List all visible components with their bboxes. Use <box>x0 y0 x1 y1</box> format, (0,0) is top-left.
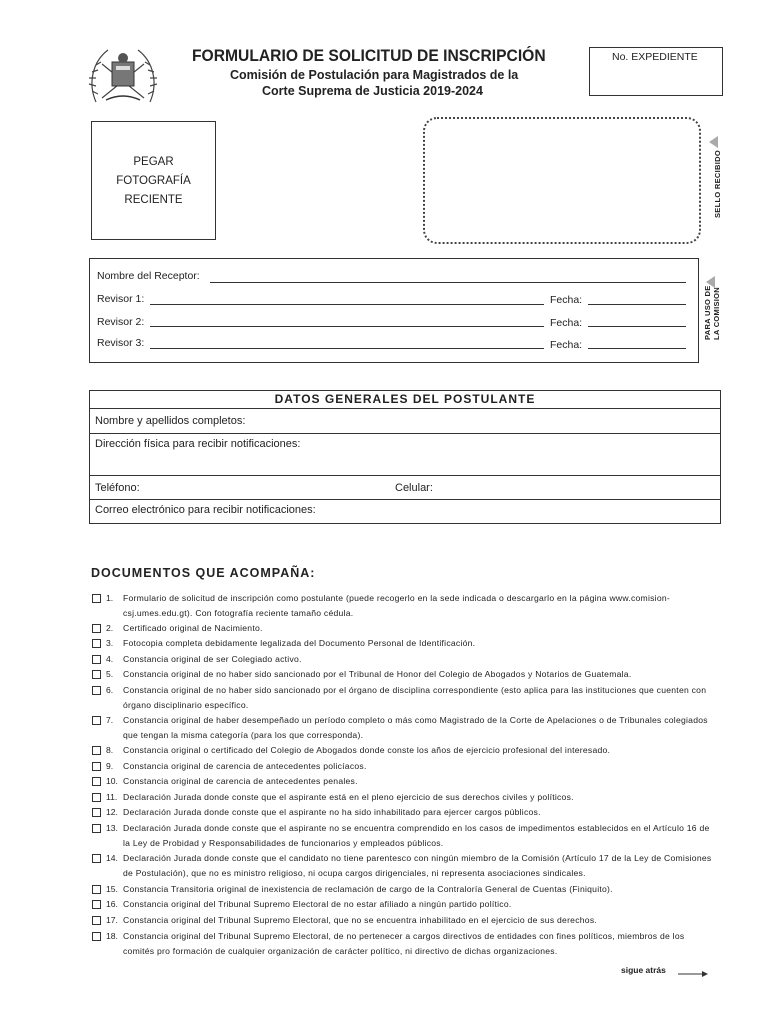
document-text: Constancia original del Tribunal Supremo Electoral de no estar afiliado a ningún partido político. <box>123 899 512 909</box>
expediente-box[interactable] <box>589 47 723 96</box>
document-number: 12. <box>106 807 118 817</box>
direccion-label: Dirección física para recibir notificaciones: <box>95 438 301 450</box>
form-title: FORMULARIO DE SOLICITUD DE INSCRIPCIÓN <box>192 46 546 65</box>
receptor-field[interactable] <box>210 282 686 283</box>
document-checkbox[interactable] <box>92 885 101 894</box>
datos-generales-box <box>89 390 721 524</box>
document-checkbox[interactable] <box>92 686 101 695</box>
document-text: Constancia Transitoria original de inexistencia de reclamación de cargo de la Contraloría General de Cuentas (Finiquito). <box>123 884 613 894</box>
document-number: 9. <box>106 761 114 771</box>
document-text: Declaración Jurada donde conste que el aspirante está en el pleno ejercicio de sus derechos civiles y políticos. <box>123 792 574 802</box>
document-text: Fotocopia completa debidamente legalizada del Documento Personal de Identificación. <box>123 638 476 648</box>
document-item <box>92 929 712 959</box>
form-subtitle-line1: Comisión de Postulación para Magistrados de la <box>230 68 519 82</box>
document-text: Constancia original de no haber sido sancionado por el órgano de disciplina correspondiente (esto aplica para las instituciones que cuenten con órgano disciplinario específico. <box>123 685 707 710</box>
document-checkbox[interactable] <box>92 793 101 802</box>
document-item <box>92 897 712 912</box>
document-item <box>92 743 712 758</box>
photo-label-line2: FOTOGRAFÍA <box>116 175 191 187</box>
photo-box[interactable] <box>91 121 216 240</box>
revisor1-label: Revisor 1: <box>97 293 145 305</box>
revisor2-label: Revisor 2: <box>97 316 145 328</box>
document-checkbox[interactable] <box>92 777 101 786</box>
coat-of-arms-logo <box>86 44 160 108</box>
document-checkbox[interactable] <box>92 932 101 941</box>
document-number: 18. <box>106 931 118 941</box>
celular-label: Celular: <box>395 482 433 494</box>
fecha3-field[interactable] <box>588 348 686 349</box>
document-text: Certificado original de Nacimiento. <box>123 623 263 633</box>
document-text: Constancia original de ser Colegiado activo. <box>123 654 302 664</box>
sigue-atras-label: sigue atrás <box>621 965 666 975</box>
document-number: 2. <box>106 623 114 633</box>
document-item <box>92 821 712 851</box>
revisor1-field[interactable] <box>150 304 544 305</box>
celular-field[interactable] <box>390 476 720 499</box>
document-checkbox[interactable] <box>92 916 101 925</box>
document-item <box>92 652 712 667</box>
document-number: 7. <box>106 715 114 725</box>
direccion-field[interactable] <box>90 434 720 475</box>
document-item <box>92 713 712 743</box>
document-number: 10. <box>106 776 118 786</box>
document-number: 4. <box>106 654 114 664</box>
document-text: Constancia original del Tribunal Supremo Electoral, de no pertenecer a cargos directivos de entidades con fines políticos, miembros de los comités pro formación de cualquier organización de carácter político, ni directivo de dichas organizaciones. <box>123 931 685 956</box>
document-text: Declaración Jurada donde conste que el candidato no tiene parentesco con ningún miembro de la Comisión (Artículo 17 de la Ley de Comisiones de Postulación), que no es ministro religioso, ni ocupa cargos dirigenciales, ni representa asociaciones sindicales. <box>123 853 712 878</box>
reception-box <box>89 258 699 363</box>
document-checkbox[interactable] <box>92 762 101 771</box>
fecha1-field[interactable] <box>588 304 686 305</box>
expediente-label: No. EXPEDIENTE <box>612 51 698 63</box>
document-checkbox[interactable] <box>92 824 101 833</box>
document-text: Constancia original de no haber sido sancionado por el Tribunal de Honor del Colegio de Abogados y Notarios de Guatemala. <box>123 669 632 679</box>
revisor3-field[interactable] <box>150 348 544 349</box>
fecha2-field[interactable] <box>588 326 686 327</box>
document-number: 3. <box>106 638 114 648</box>
fecha2-label: Fecha: <box>550 317 583 329</box>
arrow-right-icon <box>678 966 710 984</box>
document-number: 15. <box>106 884 118 894</box>
document-text: Constancia original o certificado del Colegio de Abogados donde conste los años de ejercicio profesional del interesado. <box>123 745 611 755</box>
document-number: 1. <box>106 593 114 603</box>
document-text: Constancia original de carencia de antecedentes penales. <box>123 776 358 786</box>
photo-label-line1: PEGAR <box>133 156 174 168</box>
document-item <box>92 591 712 621</box>
document-text: Constancia original de haber desempeñado un período completo o más como Magistrado de la Corte de Apelaciones o de Tribunales colegiados que tengan la misma categoría (para los que corresponda). <box>123 715 708 740</box>
fecha1-label: Fecha: <box>550 294 583 306</box>
document-item <box>92 774 712 789</box>
document-number: 11. <box>106 792 118 802</box>
telefono-field[interactable] <box>90 476 390 499</box>
document-checkbox[interactable] <box>92 670 101 679</box>
document-text: Declaración Jurada donde conste que el aspirante no se encuentra comprendido en los casos de impedimentos establecidos en el Artículo 16 de la Ley de Probidad y Responsabilidades de funcionarios y empleados públicos. <box>123 823 710 848</box>
photo-label-line3: RECIENTE <box>124 194 183 206</box>
document-number: 6. <box>106 685 114 695</box>
sello-recibido-label: SELLO RECIBIDO <box>713 150 722 218</box>
documentos-title: DOCUMENTOS QUE ACOMPAÑA: <box>91 566 316 580</box>
document-checkbox[interactable] <box>92 655 101 664</box>
document-number: 14. <box>106 853 118 863</box>
document-checkbox[interactable] <box>92 900 101 909</box>
document-item <box>92 882 712 897</box>
document-item <box>92 683 712 713</box>
document-checkbox[interactable] <box>92 594 101 603</box>
stamp-box[interactable] <box>423 117 701 244</box>
comision-label-line2: LA COMISION <box>712 286 721 340</box>
revisor3-label: Revisor 3: <box>97 337 145 349</box>
form-subtitle-line2: Corte Suprema de Justicia 2019-2024 <box>262 84 483 98</box>
document-item <box>92 913 712 928</box>
document-checkbox[interactable] <box>92 624 101 633</box>
document-number: 17. <box>106 915 118 925</box>
document-number: 5. <box>106 669 114 679</box>
document-number: 8. <box>106 745 114 755</box>
correo-label: Correo electrónico para recibir notificaciones: <box>95 504 316 516</box>
document-text: Constancia original de carencia de antecedentes policíacos. <box>123 761 367 771</box>
comision-label-line1: PARA USO DE <box>703 285 712 340</box>
document-item <box>92 851 712 881</box>
document-item <box>92 790 712 805</box>
sello-arrow-icon <box>709 136 718 148</box>
revisor2-field[interactable] <box>150 326 544 327</box>
datos-generales-title: DATOS GENERALES DEL POSTULANTE <box>274 392 536 406</box>
receptor-label: Nombre del Receptor: <box>97 270 200 282</box>
telefono-label: Teléfono: <box>95 482 140 494</box>
document-item <box>92 759 712 774</box>
document-checkbox[interactable] <box>92 808 101 817</box>
nombre-field[interactable] <box>90 409 720 433</box>
document-item <box>92 667 712 682</box>
document-text: Formulario de solicitud de inscripción como postulante (puede recogerlo en la sede indicada o descargarlo en la página www.comision-csj.umes.edu.gt). Con fotografía reciente tamaño cédula. <box>123 593 671 618</box>
document-item <box>92 805 712 820</box>
nombre-label: Nombre y apellidos completos: <box>95 415 246 427</box>
document-item <box>92 636 712 651</box>
document-text: Constancia original del Tribunal Supremo Electoral, que no se encuentra inhabilitado en el ejercicio de sus derechos. <box>123 915 598 925</box>
correo-field[interactable] <box>90 500 720 522</box>
document-checkbox[interactable] <box>92 716 101 725</box>
document-item <box>92 621 712 636</box>
fecha3-label: Fecha: <box>550 339 583 351</box>
document-checkbox[interactable] <box>92 854 101 863</box>
document-number: 13. <box>106 823 118 833</box>
document-number: 16. <box>106 899 118 909</box>
document-checkbox[interactable] <box>92 639 101 648</box>
document-text: Declaración Jurada donde conste que el aspirante no ha sido inhabilitado para ejercer cargos públicos. <box>123 807 541 817</box>
document-checkbox[interactable] <box>92 746 101 755</box>
